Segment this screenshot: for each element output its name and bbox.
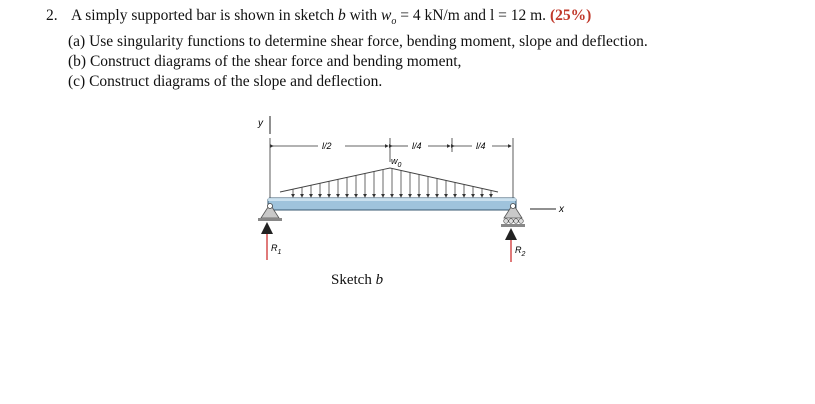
dim-q1-label: l/4 bbox=[412, 141, 422, 151]
problem-statement bbox=[46, 6, 648, 92]
beam-sketch bbox=[240, 112, 580, 272]
weight-percent: (25%) bbox=[549, 7, 592, 24]
dim-q2-label: l/4 bbox=[476, 141, 486, 151]
stem-prefix: A simply supported bar is shown in sketch bbox=[71, 7, 335, 24]
sketch-ref: b bbox=[337, 7, 346, 24]
stem-with: with bbox=[349, 7, 378, 24]
caption-ref: b bbox=[375, 272, 384, 288]
problem-stem bbox=[46, 6, 648, 32]
caption-text: Sketch bbox=[331, 272, 372, 288]
l-var: l bbox=[489, 7, 495, 24]
load-outline bbox=[280, 168, 498, 192]
problem-number: 2. bbox=[46, 7, 58, 24]
w0-var: $w_o$ bbox=[381, 7, 397, 28]
beam-highlight bbox=[268, 198, 516, 201]
sketch-caption bbox=[331, 272, 383, 289]
part-c: (c) Construct diagrams of the slope and deflection. bbox=[68, 73, 383, 91]
part-b: (b) Construct diagrams of the shear force and bending moment, bbox=[68, 53, 462, 71]
l-value: = 12 m. bbox=[498, 7, 547, 24]
part-a: (a) Use singularity functions to determine shear force, bending moment, slope and deflection. bbox=[68, 33, 648, 51]
reaction-r1-label: $R_1$ bbox=[271, 243, 282, 256]
x-axis-label: x bbox=[559, 204, 564, 215]
reaction-r2-label: $R_2$ bbox=[515, 245, 526, 258]
y-axis-label: y bbox=[258, 118, 263, 129]
load-label: $w_0$ bbox=[391, 156, 402, 169]
w0-value: = 4 kN/m and bbox=[400, 7, 487, 24]
dim-half-label: l/2 bbox=[322, 141, 332, 151]
